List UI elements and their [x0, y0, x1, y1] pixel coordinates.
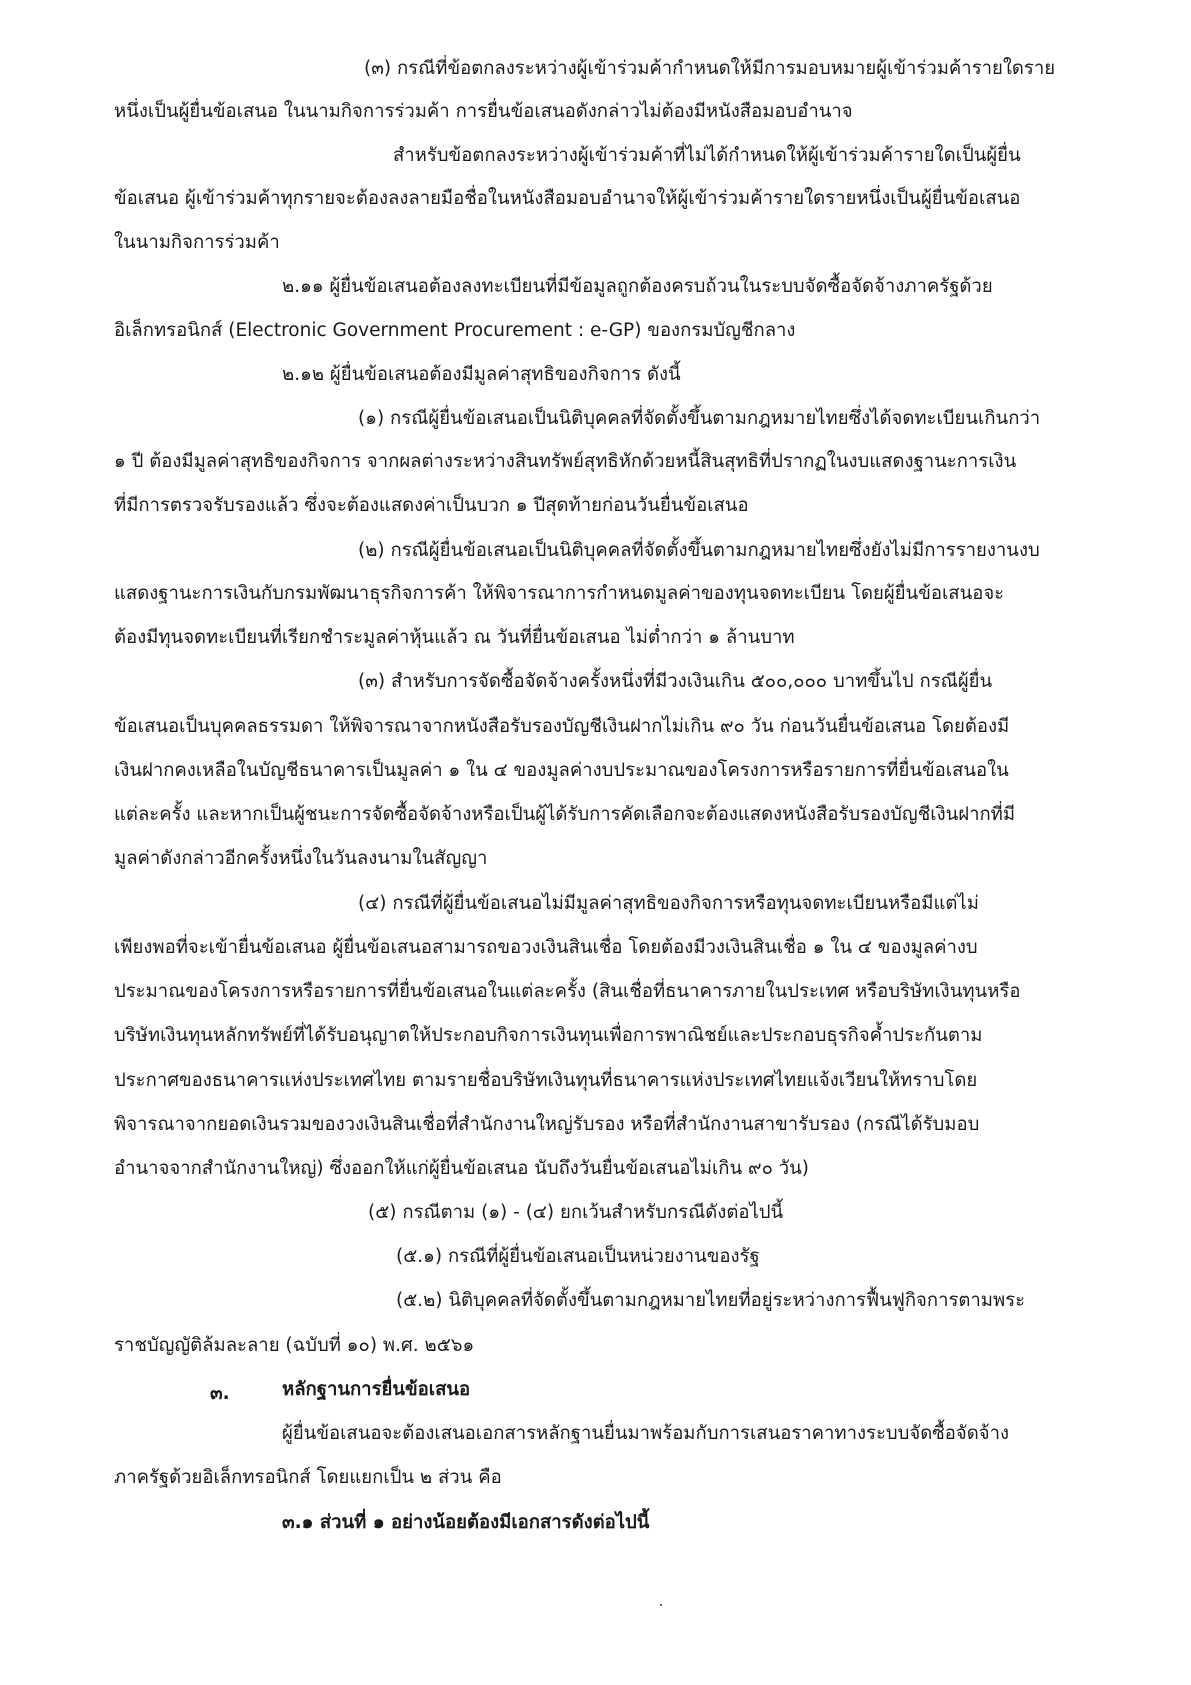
text-line: หนึ่งเป็นผู้ยื่นข้อเสนอ ในนามกิจการร่วมค้า การยื่นข้อเสนอดังกล่าวไม่ต้องมีหนังสือมอบอำนาจ — [114, 101, 853, 122]
text-line: ๑ ปี ต้องมีมูลค่าสุทธิของกิจการ จากผลต่างระหว่างสินทรัพย์สุทธิหักด้วยหนี้สินสุทธิที่ปรากฏในงบแสดงฐานะการเงิน — [114, 451, 1017, 472]
subsection-heading: ๓.๑ ส่วนที่ ๑ อย่างน้อยต้องมีเอกสารดังต่อไปนี้ — [282, 1512, 650, 1533]
text-line: (๒) กรณีผู้ยื่นข้อเสนอเป็นนิติบุคคลที่จัดตั้งขึ้นตามกฎหมายไทยซึ่งยังไม่มีการรายงานงบ — [358, 540, 1040, 561]
text-line: ข้อเสนอ ผู้เข้าร่วมค้าทุกรายจะต้องลงลายมือชื่อในหนังสือมอบอำนาจให้ผู้เข้าร่วมค้ารายใดรายหนึ่งเป็นผู้ยื่นข้อเสนอ — [114, 188, 1021, 209]
text-line: ๒.๑๑ ผู้ยื่นข้อเสนอต้องลงทะเบียนที่มีข้อมูลถูกต้องครบถ้วนในระบบจัดซื้อจัดจ้างภาครัฐด้วย — [282, 276, 993, 297]
text-line: ต้องมีทุนจดทะเบียนที่เรียกชำระมูลค่าหุ้นแล้ว ณ วันที่ยื่นข้อเสนอ ไม่ต่ำกว่า ๑ ล้านบาท — [114, 627, 795, 648]
text-line: (๕) กรณีตาม (๑) - (๔) ยกเว้นสำหรับกรณีดังต่อไปนี้ — [368, 1202, 784, 1223]
section-number: ๓. — [210, 1383, 230, 1404]
text-line: สำหรับข้อตกลงระหว่างผู้เข้าร่วมค้าที่ไม่ได้กำหนดให้ผู้เข้าร่วมค้ารายใดเป็นผู้ยื่น — [393, 145, 1021, 166]
section-heading: หลักฐานการยื่นข้อเสนอ — [282, 1379, 471, 1400]
text-line: ๒.๑๒ ผู้ยื่นข้อเสนอต้องมีมูลค่าสุทธิของกิจการ ดังนี้ — [282, 364, 681, 385]
text-line: อิเล็กทรอนิกส์ (Electronic Government Procurement : e-GP) ของกรมบัญชีกลาง — [114, 320, 796, 341]
text-line: ในนามกิจการร่วมค้า — [114, 232, 280, 253]
text-line: (๑) กรณีผู้ยื่นข้อเสนอเป็นนิติบุคคลที่จัดตั้งขึ้นตามกฎหมายไทยซึ่งได้จดทะเบียนเกินกว่า — [358, 408, 1041, 429]
text-line: แต่ละครั้ง และหากเป็นผู้ชนะการจัดซื้อจัดจ้างหรือเป็นผู้ได้รับการคัดเลือกจะต้องแสดงหนังสือรับรองบัญชีเงินฝากที่มี — [114, 804, 1016, 825]
text-line: ที่มีการตรวจรับรองแล้ว ซึ่งจะต้องแสดงค่าเป็นบวก ๑ ปีสุดท้ายก่อนวันยื่นข้อเสนอ — [114, 495, 749, 516]
text-line: แสดงฐานะการเงินกับกรมพัฒนาธุรกิจการค้า ให้พิจารณาการกำหนดมูลค่าของทุนจดทะเบียน โดยผู้ยื่นข้อเสนอจะ — [114, 583, 1005, 604]
text-line: อำนาจจากสำนักงานใหญ่) ซึ่งออกให้แก่ผู้ยื่นข้อเสนอ นับถึงวันยื่นข้อเสนอไม่เกิน ๙๐ วัน) — [114, 1158, 809, 1179]
text-line: (๔) กรณีที่ผู้ยื่นข้อเสนอไม่มีมูลค่าสุทธิของกิจการหรือทุนจดทะเบียนหรือมีแต่ไม่ — [358, 893, 979, 914]
text-line: พิจารณาจากยอดเงินรวมของวงเงินสินเชื่อที่สำนักงานใหญ่รับรอง หรือที่สำนักงานสาขารับรอง (กรณีได้รับมอบ — [114, 1114, 980, 1135]
text-line: เงินฝากคงเหลือในบัญชีธนาคารเป็นมูลค่า ๑ ใน ๔ ของมูลค่างบประมาณของโครงการหรือรายการที่ยื่นข้อเสนอใน — [114, 760, 1009, 781]
text-line: (๓) กรณีที่ข้อตกลงระหว่างผู้เข้าร่วมค้ากำหนดให้มีการมอบหมายผู้เข้าร่วมค้ารายใดราย — [364, 58, 1056, 79]
text-line: มูลค่าดังกล่าวอีกครั้งหนึ่งในวันลงนามในสัญญา — [114, 848, 488, 869]
text-line: (๕.๒) นิติบุคคลที่จัดตั้งขึ้นตามกฎหมายไทยที่อยู่ระหว่างการฟื้นฟูกิจการตามพระ — [396, 1290, 1026, 1311]
text-line: (๓) สำหรับการจัดซื้อจัดจ้างครั้งหนึ่งที่มีวงเงินเกิน ๕๐๐,๐๐๐ บาทขึ้นไป กรณีผู้ยื่น — [358, 671, 993, 692]
text-line: ประมาณของโครงการหรือรายการที่ยื่นข้อเสนอในแต่ละครั้ง (สินเชื่อที่ธนาคารภายในประเทศ หรือบริษัทเงินทุนหรือ — [114, 981, 1021, 1002]
text-line: (๕.๑) กรณีที่ผู้ยื่นข้อเสนอเป็นหน่วยงานของรัฐ — [396, 1246, 760, 1267]
text-line: ราชบัญญัติล้มละลาย (ฉบับที่ ๑๐) พ.ศ. ๒๕๖๑ — [114, 1335, 475, 1356]
text-line: ภาครัฐด้วยอิเล็กทรอนิกส์ โดยแยกเป็น ๒ ส่วน คือ — [114, 1467, 502, 1488]
text-line: ประกาศของธนาคารแห่งประเทศไทย ตามรายชื่อบริษัทเงินทุนที่ธนาคารแห่งประเทศไทยแจ้งเวียนให้ทราบโดย — [114, 1070, 978, 1091]
scan-mark — [660, 1604, 662, 1606]
text-line: บริษัทเงินทุนหลักทรัพย์ที่ได้รับอนุญาตให้ประกอบกิจการเงินทุนเพื่อการพาณิชย์และประกอบธุรกิจค้ำประกันตาม — [114, 1025, 983, 1046]
text-line: เพียงพอที่จะเข้ายื่นข้อเสนอ ผู้ยื่นข้อเสนอสามารถขอวงเงินสินเชื่อ โดยต้องมีวงเงินสินเชื่อ ๑ ใน ๔ ของมูลค่างบ — [114, 937, 978, 958]
text-line: ผู้ยื่นข้อเสนอจะต้องเสนอเอกสารหลักฐานยื่นมาพร้อมกับการเสนอราคาทางระบบจัดซื้อจัดจ้าง — [282, 1423, 1010, 1444]
text-line: ข้อเสนอเป็นบุคคลธรรมดา ให้พิจารณาจากหนังสือรับรองบัญชีเงินฝากไม่เกิน ๙๐ วัน ก่อนวันยื่นข้อเสนอ โดยต้องมี — [114, 716, 1010, 737]
